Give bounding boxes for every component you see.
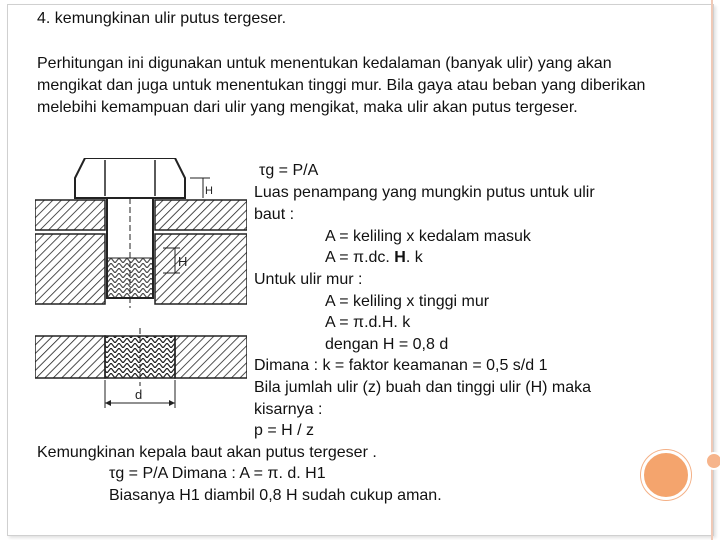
closing-head-formula: τg = P/A Dimana : A = π. d. H1 [109, 465, 326, 482]
formula-area-def-nut: A = keliling x tinggi mur [325, 293, 490, 310]
nut-right [175, 336, 247, 378]
slide-heading: 4. kemungkinan ulir putus tergeser. [37, 10, 287, 27]
formula-thread-count: Bila jumlah ulir (z) buah dan tinggi ulir (H) maka [254, 379, 592, 396]
label-H-side: H [178, 254, 188, 269]
formula-area-bolt-prefix: A = π.dc. [325, 249, 395, 266]
formula-safety-factor: Dimana : k = faktor keamanan = 0,5 s/d 1 [254, 357, 548, 374]
upper-plate [35, 200, 105, 230]
decorative-circle-large [641, 450, 691, 500]
formula-area-def-bolt: A = keliling x kedalam masuk [325, 228, 531, 245]
closing-head-note: Biasanya H1 diambil 0,8 H sudah cukup aman. [109, 487, 442, 504]
label-H-top: H [205, 185, 213, 197]
lower-plate [35, 234, 105, 304]
intro-paragraph: Perhitungan ini digunakan untuk menentukan kedalaman (banyak ulir) yang akan mengikat dan juga untuk menentukan tinggi mur. Bila gaya atau beban yang diberikan melebihi kemampuan dari ulir yang mengikat, maka ulir akan putus tergeser. [37, 55, 646, 116]
formula-nut-height: dengan H = 0,8 d [325, 336, 449, 353]
formula-text-baut: baut : [254, 206, 295, 223]
formula-text-pitch: kisarnya : [254, 401, 323, 418]
label-d: d [135, 387, 143, 402]
formula-area-bolt [325, 248, 423, 268]
formula-shear-stress: τg = P/A [259, 162, 319, 179]
closing-head-shear: Kemungkinan kepala baut akan putus tergeser . [37, 444, 377, 461]
formula-text-area-bolt: Luas penampang yang mungkin putus untuk ulir [254, 184, 595, 201]
decorative-circle-small [705, 452, 720, 470]
formula-area-nut: A = π.d.H. k [325, 314, 411, 331]
formula-area-bolt-bold: H [394, 249, 406, 266]
bolt-head [75, 158, 185, 198]
nut-left [35, 336, 105, 378]
bolt-thread-diagram [35, 158, 247, 418]
formula-pitch: p = H / z [254, 422, 315, 439]
formula-text-nut: Untuk ulir mur : [254, 271, 363, 288]
formula-area-bolt-tail: . k [405, 249, 423, 266]
